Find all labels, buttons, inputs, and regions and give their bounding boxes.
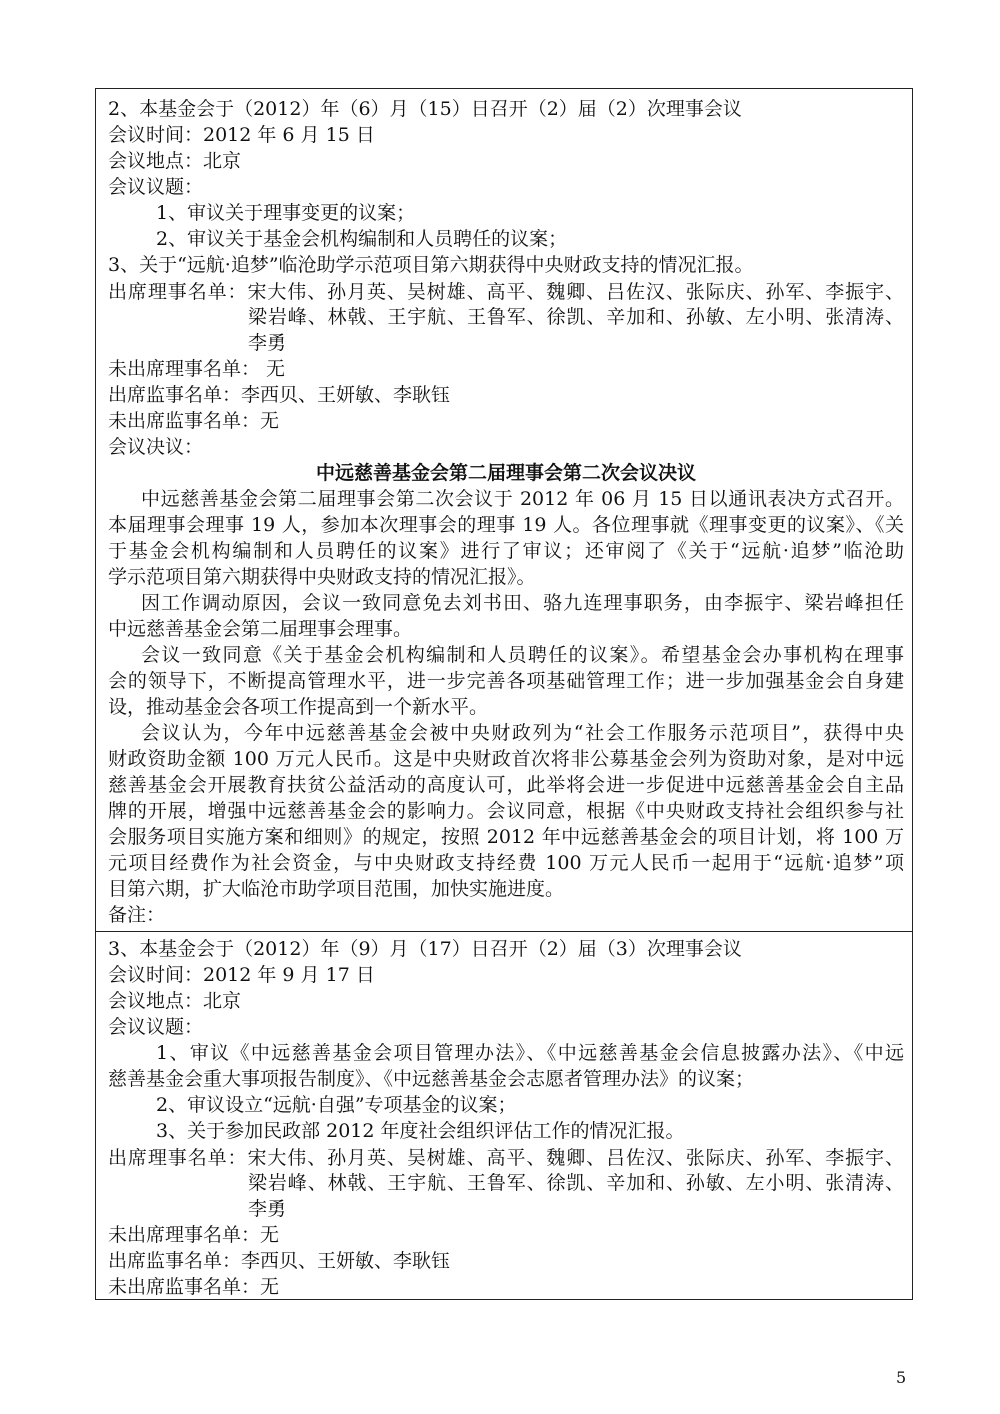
section3-attending-directors-line-3: 李勇 [248, 1198, 287, 1220]
section2-topic-2: 2、审议关于基金会机构编制和人员聘任的议案； [156, 228, 568, 250]
section2-meeting-time: 会议时间：2012 年 6 月 15 日 [108, 124, 375, 146]
resolution-line: 本届理事会理事 19 人，参加本次理事会的理事 19 人。各位理事就《理事变更的议案》、《关 [108, 514, 904, 536]
section2-topics-label: 会议议题： [108, 176, 204, 198]
resolution-line: 元项目经费作为社会资金，与中央财政支持经费 100 万元人民币一起用于“远航·追梦”项 [108, 852, 904, 874]
section2-attending-supervisors: 出席监事名单：李西贝、王妍敏、李耿钰 [108, 384, 451, 406]
resolution-title: 中远慈善基金会第二届理事会第二次会议决议 [315, 462, 696, 484]
resolution-line: 设，推动基金会各项工作提高到一个新水平。 [108, 696, 489, 718]
section-divider [96, 931, 912, 932]
section2-meeting-place: 会议地点：北京 [108, 150, 242, 172]
section3-attending-supervisors: 出席监事名单：李西贝、王妍敏、李耿钰 [108, 1250, 451, 1272]
section2-topic-3: 3、关于“远航·追梦”临沧助学示范项目第六期获得中央财政支持的情况汇报。 [108, 254, 754, 276]
resolution-line: 学示范项目第六期获得中央财政支持的情况汇报》。 [108, 566, 536, 588]
section3-absent-supervisors: 未出席监事名单：无 [108, 1276, 280, 1298]
section2-absent-directors: 未出席理事名单： 无 [108, 358, 286, 380]
resolution-line: 于基金会机构编制和人员聘任的议案》进行了审议；还审阅了《关于“远航·追梦”临沧助 [108, 540, 904, 562]
resolution-line: 会议认为，今年中远慈善基金会被中央财政列为“社会工作服务示范项目”，获得中央 [141, 722, 904, 744]
resolution-line: 会的领导下，不断提高管理水平，进一步完善各项基础管理工作；进一步加强基金会自身建 [108, 670, 904, 692]
section2-attending-directors-line-3: 李勇 [248, 332, 287, 354]
page-number: 5 [896, 1368, 907, 1387]
resolution-line: 会议一致同意《关于基金会机构编制和人员聘任的议案》。希望基金会办事机构在理事 [141, 644, 904, 666]
section3-topics-label: 会议议题： [108, 1016, 204, 1038]
section3-meeting-time: 会议时间：2012 年 9 月 17 日 [108, 964, 375, 986]
meeting-record-table [95, 88, 913, 1300]
section3-attending-directors-line-1: 出席理事名单：宋大伟、孙月英、吴树雄、高平、魏卿、吕佐汉、张际庆、孙军、李振宇、 [108, 1147, 904, 1169]
resolution-line: 中远慈善基金会第二届理事会第二次会议于 2012 年 06 月 15 日以通讯表决方式召开。 [141, 488, 904, 510]
section2-resolution-label: 会议决议： [108, 436, 204, 458]
section2-attending-directors-line-1: 出席理事名单：宋大伟、孙月英、吴树雄、高平、魏卿、吕佐汉、张际庆、孙军、李振宇、 [108, 281, 904, 303]
resolution-line: 牌的开展，增强中远慈善基金会的影响力。会议同意，根据《中央财政支持社会组织参与社 [108, 800, 904, 822]
section3-attending-directors-line-2: 梁岩峰、林戟、王宇航、王鲁军、徐凯、辛加和、孙敏、左小明、张清涛、 [248, 1172, 904, 1194]
section3-topic-2: 2、审议设立“远航·自强”专项基金的议案； [156, 1094, 517, 1116]
section2-topic-1: 1、审议关于理事变更的议案； [156, 202, 416, 224]
section3-topic-1-line-1: 1、审议《中远慈善基金会项目管理办法》、《中远慈善基金会信息披露办法》、《中远 [156, 1042, 904, 1064]
section3-topic-1-line-2: 慈善基金会重大事项报告制度》、《中远慈善基金会志愿者管理办法》的议案； [108, 1068, 755, 1090]
section3-meeting-place: 会议地点：北京 [108, 990, 242, 1012]
section3-topic-3: 3、关于参加民政部 2012 年度社会组织评估工作的情况汇报。 [156, 1120, 685, 1142]
section2-attending-directors-line-2: 梁岩峰、林戟、王宇航、王鲁军、徐凯、辛加和、孙敏、左小明、张清涛、 [248, 306, 904, 328]
resolution-line: 财政资助金额 100 万元人民币。这是中央财政首次将非公募基金会列为资助对象，是对中远 [108, 748, 904, 770]
section3-absent-directors: 未出席理事名单：无 [108, 1224, 280, 1246]
section2-heading: 2、本基金会于（2012）年（6）月（15）日召开（2）届（2）次理事会议 [108, 98, 742, 120]
resolution-line: 因工作调动原因，会议一致同意免去刘书田、骆九连理事职务，由李振宇、梁岩峰担任 [141, 592, 904, 614]
section3-heading: 3、本基金会于（2012）年（9）月（17）日召开（2）届（3）次理事会议 [108, 938, 742, 960]
section2-absent-supervisors: 未出席监事名单：无 [108, 410, 280, 432]
section2-remarks: 备注： [108, 904, 166, 926]
resolution-line: 会服务项目实施方案和细则》的规定，按照 2012 年中远慈善基金会的项目计划，将 100 万 [108, 826, 904, 848]
resolution-line: 慈善基金会开展教育扶贫公益活动的高度认可，此举将会进一步促进中远慈善基金会自主品 [108, 774, 904, 796]
resolution-line: 中远慈善基金会第二届理事会理事。 [108, 618, 413, 640]
resolution-line: 目第六期，扩大临沧市助学项目范围，加快实施进度。 [108, 878, 565, 900]
